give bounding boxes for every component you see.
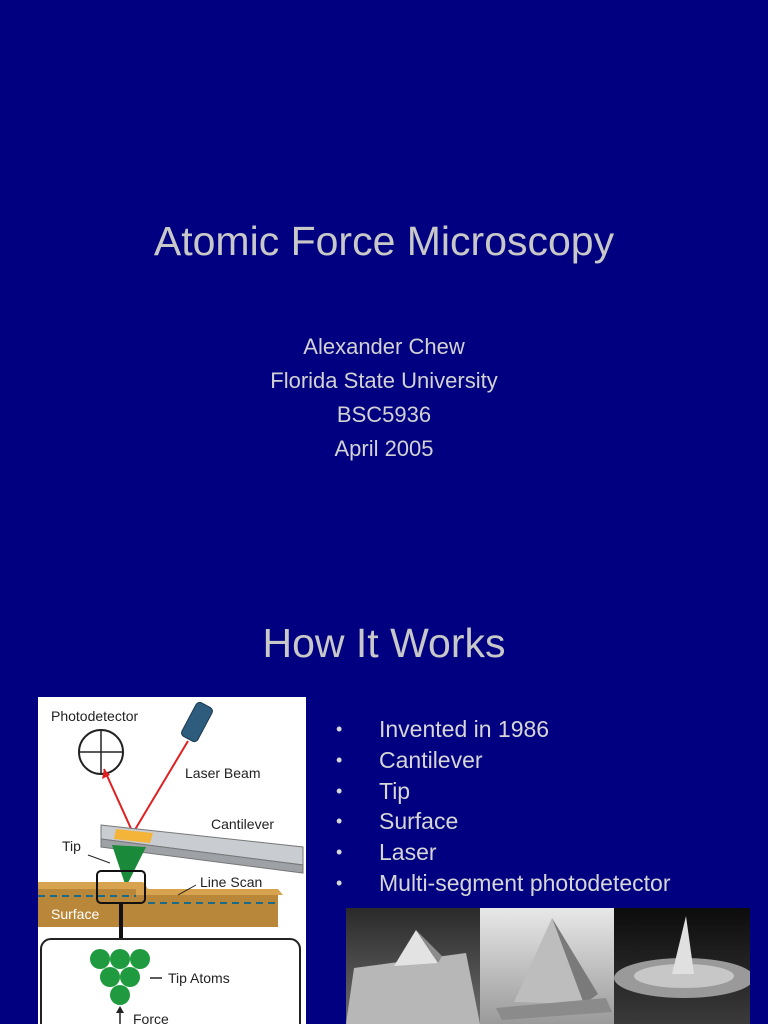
bullet-dot: • [336,842,343,863]
institution-name: Florida State University [270,368,498,393]
bullet-text: Tip [379,777,411,804]
bullet-item [336,776,671,807]
presentation-date: April 2005 [334,436,434,461]
tip-label: Tip [62,838,81,854]
afm-diagram [38,697,306,1024]
slide-title-subtitle-block [0,330,768,466]
bullet-text: Surface [379,808,459,835]
bullet-item [336,714,671,745]
slide-how-it-works [0,512,768,1024]
micrograph-needle-tip [614,908,750,1024]
bullet-text: Invented in 1986 [379,716,550,742]
bullet-text: Cantilever [379,746,483,773]
line-scan-label: Line Scan [200,874,263,890]
author-name: Alexander Chew [303,334,465,359]
bullet-text: Multi-segment photodetector [379,869,671,896]
bullet-item [336,745,671,776]
bullet-dot: • [336,749,343,770]
laser-beam-label: Laser Beam [185,765,261,781]
bullet-item [336,868,671,899]
bullet-dot: • [336,780,343,801]
tip-micrograph-strip [346,908,750,1024]
slide-heading: How It Works [262,620,506,666]
slide-title-heading: Atomic Force Microscopy [153,218,615,264]
bullet-text: Laser [379,839,437,866]
bullet-item [336,806,671,837]
micrograph-pyramid-tip [346,908,480,1024]
tip-shape [112,845,146,887]
bullet-dot: • [336,872,343,893]
force-label: Force [133,1011,169,1024]
surface-label: Surface [51,906,100,922]
bullet-dot: • [336,811,343,832]
micrograph-sharp-pyramid [480,908,614,1024]
tip-atoms-label: Tip Atoms [168,970,230,986]
cantilever-label: Cantilever [211,816,275,832]
bullet-list [336,714,671,899]
bullet-dot: • [336,719,343,739]
photodetector-label: Photodetector [51,708,139,724]
course-code: BSC5936 [336,402,432,427]
bullet-item [336,837,671,868]
laser-emitter-icon [180,701,214,743]
